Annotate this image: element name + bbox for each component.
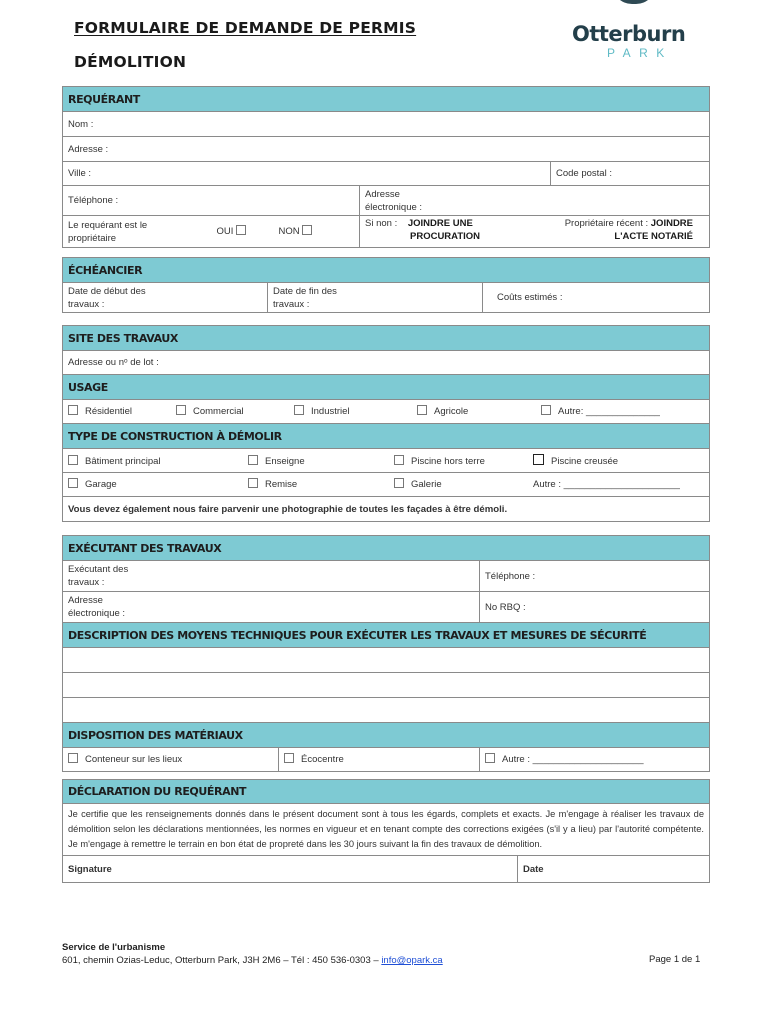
- remise-checkbox[interactable]: [248, 478, 258, 488]
- joindre-acte-1: JOINDRE: [650, 218, 693, 229]
- non-checkbox[interactable]: [302, 225, 312, 235]
- signature-field[interactable]: [63, 856, 518, 883]
- usage-options: [63, 400, 710, 424]
- couts-label: Coûts estimés :: [497, 292, 563, 303]
- oui-option[interactable]: [212, 216, 274, 248]
- proprietaire-label-cell: [63, 216, 212, 248]
- footer-service: Service de l'urbanisme: [62, 942, 166, 953]
- requerant-header: REQUÉRANT: [63, 87, 710, 112]
- executant-adresse-label-2: électronique :: [68, 608, 126, 619]
- nom-label: Nom :: [68, 118, 94, 130]
- proprio-recent-cell: [551, 216, 710, 248]
- site-header: SITE DES TRAVAUX: [63, 326, 710, 351]
- type-piscine-creusee[interactable]: [533, 454, 618, 468]
- usage-agricole[interactable]: [417, 405, 541, 418]
- piscine-creusee-label: Piscine creusée: [551, 455, 619, 467]
- disposition-conteneur[interactable]: [63, 748, 279, 772]
- garage-label: Garage: [85, 479, 117, 490]
- type-options-row1: [63, 449, 710, 473]
- usage-industriel[interactable]: [294, 405, 417, 418]
- photo-note: Vous devez également nous faire parvenir une photographie de toutes les façades à être démoli.: [63, 497, 710, 522]
- disposition-ecocentre[interactable]: [279, 748, 480, 772]
- commercial-checkbox[interactable]: [176, 405, 186, 415]
- form-subtitle: DÉMOLITION: [74, 53, 187, 71]
- date-fin-label-2: travaux :: [273, 298, 310, 310]
- declaration-section: [62, 779, 710, 883]
- agricole-checkbox[interactable]: [417, 405, 427, 415]
- piscine-creusee-checkbox[interactable]: [533, 454, 544, 465]
- adresse-elec-label-2: électronique :: [365, 201, 423, 213]
- form-title: FORMULAIRE DE DEMANDE DE PERMIS: [74, 19, 417, 37]
- otter-logo-icon: [612, 0, 656, 4]
- declaration-header: DÉCLARATION DU REQUÉRANT: [63, 780, 710, 804]
- description-line-3[interactable]: [63, 698, 710, 723]
- executant-header: EXÉCUTANT DES TRAVAUX: [63, 536, 710, 561]
- oui-label: OUI: [216, 226, 234, 237]
- nom-field[interactable]: [63, 112, 710, 137]
- residentiel-checkbox[interactable]: [68, 405, 78, 415]
- batiment-checkbox[interactable]: [68, 455, 78, 465]
- adresse-lot-field[interactable]: [63, 351, 710, 375]
- usage-autre-label: Autre: ______________: [558, 406, 660, 417]
- executant-telephone-label: Téléphone :: [485, 570, 536, 582]
- couts-field[interactable]: [483, 283, 710, 313]
- enseigne-label: Enseigne: [265, 455, 305, 467]
- date-fin-field[interactable]: [268, 283, 483, 313]
- oui-checkbox[interactable]: [236, 225, 246, 235]
- date-fin-label-1: Date de fin des: [273, 285, 337, 297]
- joindre-procuration-2: PROCURATION: [410, 231, 481, 242]
- executant-adresse-field[interactable]: [63, 592, 480, 623]
- declaration-text: Je certifie que les renseignements donnés dans le présent document sont à tous les égards, complets et exacts. Je m'engage à réaliser les travaux de démolition selon les déclarations mentionnées, les normes en vigueur et en tenant compte des corrections exigées (s'il y a lieu) par l'autorité compétente. Je m'engage à remettre le terrain en bon état de propreté dans les 30 jours suivant la fin des travaux de démolition.: [63, 804, 710, 856]
- agricole-label: Agricole: [434, 406, 469, 417]
- telephone-label: Téléphone :: [68, 195, 119, 206]
- adresse-label: Adresse :: [68, 143, 109, 155]
- usage-header: USAGE: [63, 375, 710, 400]
- page-number: Page 1 de 1: [649, 954, 701, 965]
- executant-adresse-label-1: Adresse: [68, 595, 103, 606]
- executant-telephone-field[interactable]: [480, 561, 710, 592]
- non-label: NON: [278, 226, 300, 237]
- joindre-procuration-1: JOINDRE UNE: [407, 218, 473, 229]
- type-remise[interactable]: [248, 478, 394, 491]
- description-line-1[interactable]: [63, 648, 710, 673]
- usage-residentiel[interactable]: [68, 405, 176, 418]
- ecocentre-checkbox[interactable]: [284, 753, 294, 763]
- date-field[interactable]: [518, 856, 710, 883]
- type-enseigne[interactable]: [248, 455, 394, 468]
- galerie-label: Galerie: [411, 479, 442, 490]
- footer: [62, 941, 443, 967]
- footer-address: 601, chemin Ozias-Leduc, Otterburn Park, J3H 2M6 – Tél : 450 536-0303 –: [62, 955, 379, 966]
- garage-checkbox[interactable]: [68, 478, 78, 488]
- rbq-field[interactable]: [480, 592, 710, 623]
- usage-commercial[interactable]: [176, 405, 294, 418]
- conteneur-label: Conteneur sur les lieux: [85, 754, 183, 765]
- date-debut-field[interactable]: [63, 283, 268, 313]
- ville-field[interactable]: [63, 162, 551, 186]
- echeancier-section: [62, 257, 710, 313]
- disposition-header: DISPOSITION DES MATÉRIAUX: [63, 723, 710, 748]
- echeancier-header: ÉCHÉANCIER: [63, 258, 710, 283]
- footer-email-link[interactable]: info@opark.ca: [381, 955, 443, 966]
- disposition-autre-label: Autre : _____________________: [502, 754, 644, 765]
- ville-label: Ville :: [68, 168, 92, 179]
- joindre-acte-2: L'ACTE NOTARIÉ: [614, 231, 693, 242]
- code-postal-field[interactable]: [551, 162, 710, 186]
- date-debut-label-1: Date de début des: [68, 285, 146, 297]
- adresse-elec-label-1: Adresse: [365, 188, 400, 200]
- type-garage[interactable]: [68, 478, 248, 491]
- date-debut-label-2: travaux :: [68, 298, 105, 310]
- otterburn-park-logo: [572, 0, 712, 66]
- batiment-label: Bâtiment principal: [85, 455, 161, 467]
- type-autre[interactable]: [533, 478, 680, 491]
- piscine-hors-terre-checkbox[interactable]: [394, 455, 404, 465]
- proprio-recent-label: Propriétaire récent :: [564, 218, 649, 229]
- telephone-field[interactable]: [63, 186, 360, 216]
- executant-label-2: travaux :: [68, 577, 105, 588]
- type-autre-label: Autre : ______________________: [533, 479, 680, 490]
- footer-address-line: [62, 954, 443, 967]
- enseigne-checkbox[interactable]: [248, 455, 258, 465]
- ecocentre-label: Écocentre: [301, 754, 344, 765]
- remise-label: Remise: [265, 479, 298, 490]
- adresse-lot-label: Adresse ou nᵒ de lot :: [68, 357, 159, 368]
- commercial-label: Commercial: [193, 406, 244, 417]
- description-line-2[interactable]: [63, 673, 710, 698]
- conteneur-checkbox[interactable]: [68, 753, 78, 763]
- usage-autre[interactable]: [541, 405, 660, 418]
- type-galerie[interactable]: [394, 478, 533, 491]
- non-option[interactable]: [274, 216, 360, 248]
- rbq-label: No RBQ :: [485, 601, 526, 613]
- proprietaire-label-1: Le requérant est le: [68, 219, 148, 231]
- executant-label-1: Exécutant des: [68, 564, 129, 575]
- logo-name: Otterburn: [572, 22, 686, 46]
- type-options-row2: [63, 473, 710, 497]
- industriel-label: Industriel: [311, 406, 350, 417]
- date-label: Date: [523, 863, 544, 875]
- usage-autre-checkbox[interactable]: [541, 405, 551, 415]
- signature-label: Signature: [68, 863, 112, 875]
- type-batiment[interactable]: [68, 455, 248, 468]
- disposition-autre[interactable]: [480, 748, 710, 772]
- si-non-cell: [360, 216, 551, 248]
- site-section: [62, 325, 710, 522]
- adresse-electronique-field[interactable]: [360, 186, 710, 216]
- executant-field[interactable]: [63, 561, 480, 592]
- logo-sub: PARK: [607, 46, 673, 60]
- residentiel-label: Résidentiel: [85, 406, 132, 417]
- adresse-field[interactable]: [63, 137, 710, 162]
- industriel-checkbox[interactable]: [294, 405, 304, 415]
- disposition-autre-checkbox[interactable]: [485, 753, 495, 763]
- code-postal-label: Code postal :: [556, 168, 612, 179]
- description-header: DESCRIPTION DES MOYENS TECHNIQUES POUR EXÉCUTER LES TRAVAUX ET MESURES DE SÉCURITÉ: [63, 623, 710, 648]
- si-non-label: Si non :: [365, 218, 398, 229]
- type-construction-header: TYPE DE CONSTRUCTION À DÉMOLIR: [63, 424, 710, 449]
- galerie-checkbox[interactable]: [394, 478, 404, 488]
- executant-section: [62, 535, 710, 772]
- proprietaire-label-2: propriétaire: [68, 232, 117, 244]
- type-piscine-hors-terre[interactable]: [394, 455, 533, 468]
- requerant-section: [62, 86, 710, 248]
- piscine-hors-terre-label: Piscine hors terre: [411, 455, 485, 467]
